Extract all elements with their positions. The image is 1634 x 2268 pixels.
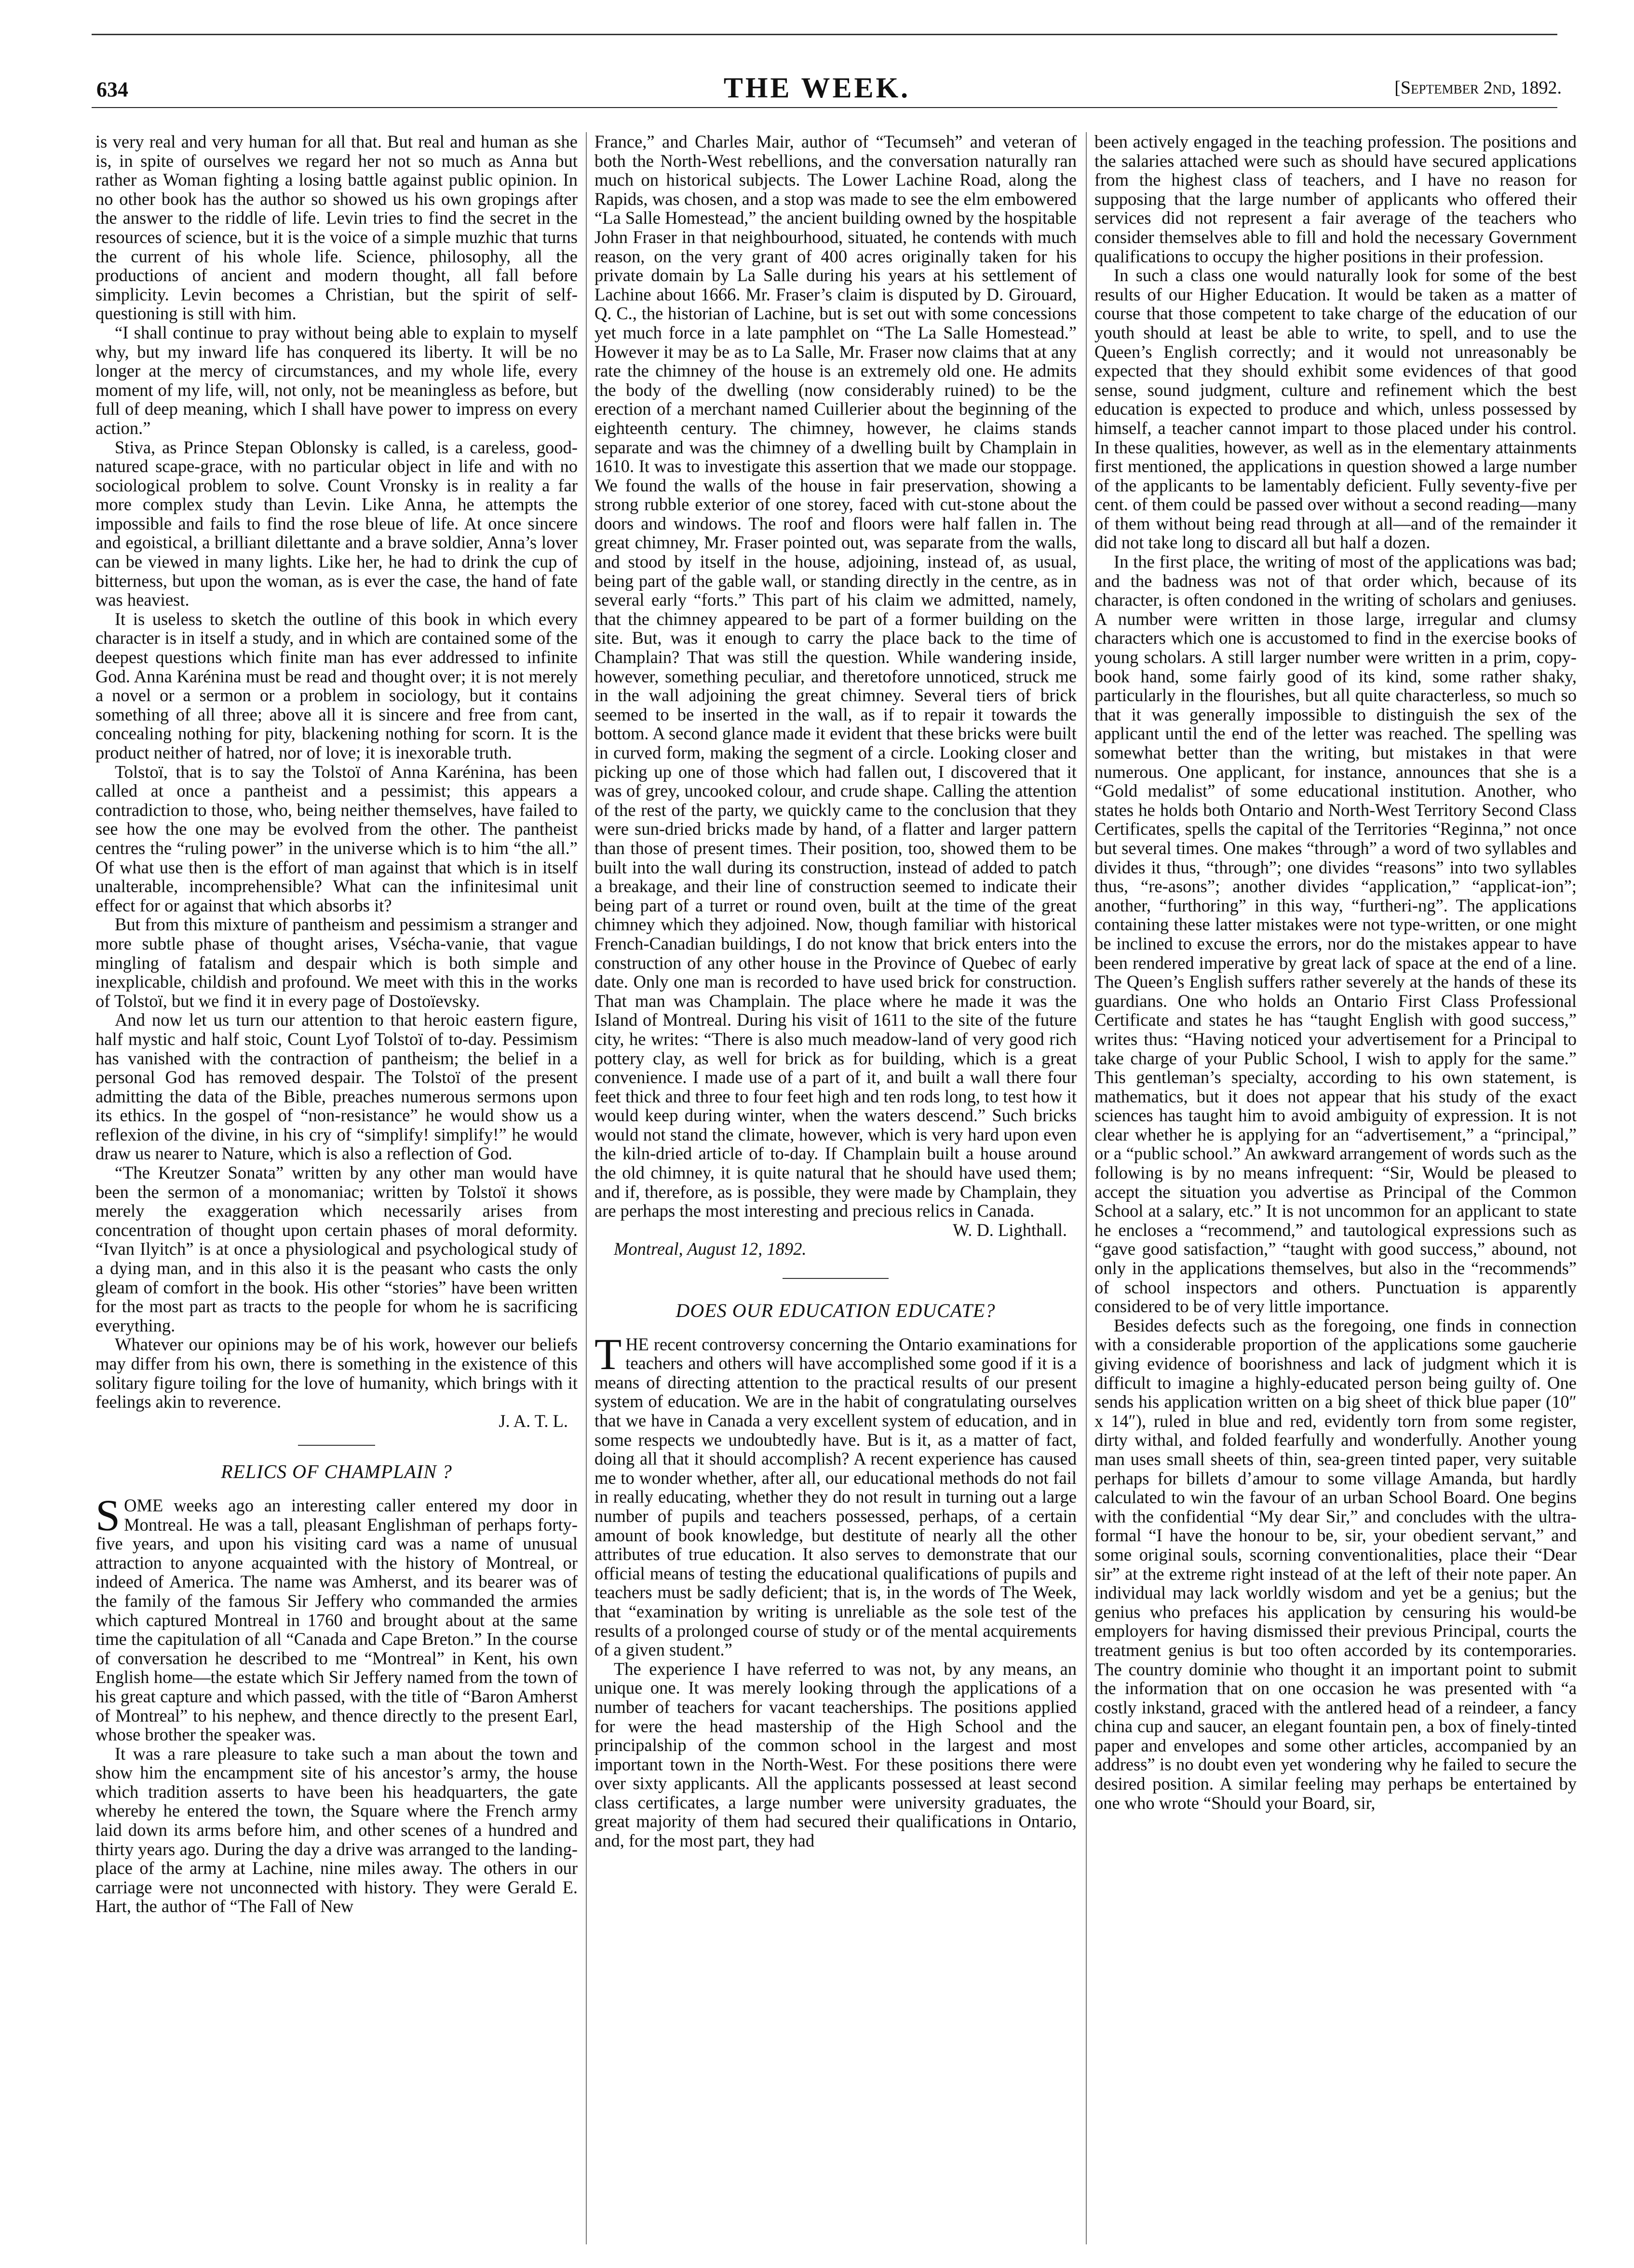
column-left	[95, 132, 578, 2249]
header-top-rule	[92, 34, 1557, 35]
lead-word: HE	[625, 1334, 649, 1354]
column-middle	[594, 132, 1077, 2249]
drop-cap: S	[95, 1490, 121, 1540]
header-bottom-rule	[92, 107, 1557, 108]
dateline: Montreal, August 12, 1892.	[614, 1239, 807, 1259]
paragraph: The experience I have referred to was not, by any means, an unique one. It was merely looking through the applications of a number of teachers for vacant teacherships. The positions applied for were the head mastership of the High School and the principalship of the common school in the largest and most important town in the North-West. For these positions there were over sixty applicants. All the applicants possessed at least second class certificates, a large number were university graduates, the great majority of them had secured their qualifications in Ontario, and, for the most part, they had	[594, 1658, 1077, 1851]
paragraph: In the first place, the writing of most of the applications was bad; and the badness was not of that order which, because of its character, is often condoned in the writing of scholars and geniuses. A number were written in those large, irregular and clumsy characters which one is accustomed to find in the exercise books of young scholars. A still larger number were written in a prim, copy-book hand, some fairly good of its kind, some rather shaky, particularly in the flourishes, but all quite characterless, so much so that it was generally impossible to distinguish the sex of the applicant until the end of the letter was reached. The spelling was somewhat better than the writing, but mistakes in that were numerous. One applicant, for instance, announces that she is a “Gold medalist” of some educational institution. Another, who states he holds both Ontario and North-West Territory Second Class Certificates, spells the capital of the Territories “Reginna,” not once but several times. One makes “through” a word of two syllables and divides it thus, “through”; one divides “reasons” into two syllables thus, “re-asons”; another divides “application,” “applicat-ion”; another, “furthoring” in this way, “furtheri-ng”. The applications containing these latter mistakes were not type-written, or one might be inclined to excuse the errors, nor do the mistakes appear to have been rendered imperative by great lack of space at the end of a line. The Queen’s English suffers rather severely at the hands of these its guardians. One who holds an Ontario First Class Professional Certificate and states he has “taught English with good success,” writes thus: “Having noticed your advertisement for a Principal to take charge of your Public School, I wish to apply for the same.” This gentleman’s specialty, according to his own statement, is mathematics, but it does not appear that his study of the exact sciences has taught him to avoid ambiguity of expression. It is not clear whether he is applying for an “advertisement,” a “principal,” or a “public school.” An awkward arrangement of words such as the following is by no means infrequent: “Sir, Would be pleased to accept the situation you advertise as Principal of the Common School at a salary, etc.” It is not uncommon for an applicant to state he encloses a “recommend,” and tautological expressions such as “gave good satisfaction,” “taught with good success,” abound, not only in the applications themselves, but also in the “recommends” of school inspectors and others. Punctuation is apparently considered to be of very little importance.	[1094, 552, 1577, 1317]
column-right	[1094, 132, 1577, 2249]
drop-cap: T	[594, 1329, 622, 1379]
paragraph-text: weeks ago an interesting caller entered my door in Montreal. He was a tall, pleasant Englishman of perhaps forty-five years, and upon his visiting card was a name of unusual attraction to anyone acquainted with the history of Montreal, or indeed of America. The name was Amherst, and its bearer was of the family of the famous Sir Jeffery who commanded the armies which captured Montreal in 1760 and brought about at the same time the capitulation of all “Canada and Cape Breton.” In the course of conversation he described to me “Montreal” in Kent, his own English home—the estate which Sir Jeffery named from the town of his great capture and which passed, with the title of “Baron Amherst of Montreal” to his nephew, and thence directly to the present Earl, whose brother the speaker was.	[95, 1495, 578, 1745]
column-divider	[586, 132, 587, 2244]
author-signature: W. D. Lighthall.	[953, 1220, 1067, 1240]
page-number: 634	[96, 78, 128, 101]
paragraph: It was a rare pleasure to take such a man about the town and show him the encampment site of his ancestor’s army, the house which tradition asserts to have been his headquarters, the gate whereby he entered the town, the Square where the French army laid down its arms before him, and other scenes of a hundred and thirty years ago. During the day a drive was arranged to the landing-place of the army at Lachine, nine miles away. The others in our carriage were not unconnected with history. They were Gerald E. Hart, the author of “The Fall of New	[95, 1743, 578, 1916]
issue-date: [September 2nd, 1892.	[1394, 78, 1562, 98]
paragraph: is very real and very human for all that. But real and human as she is, in spite of ourselves we regard her not so much as Anna but rather as Woman fighting a losing battle against public opinion. In no other book has the author so showed us his own gropings after the answer to the riddle of life. Levin tries to find the secret in the resources of science, but it is the voice of a simple muzhic that turns the current of his whole life. Science, philosophy, all the productions of ancient and modern thought, all fall before simplicity. Levin becomes a Christian, but the spirit of self-questioning is still with him.	[95, 132, 578, 324]
article-title-relics: RELICS OF CHAMPLAIN ?	[221, 1461, 452, 1483]
article-title-education: DOES OUR EDUCATION EDUCATE?	[675, 1300, 996, 1322]
paragraph: In such a class one would naturally look for some of the best results of our Higher Education. It would be taken as a matter of course that those competent to take charge of the education of our youth should at least be able to write, to spell, and to use the Queen’s English correctly; and it would not unreasonably be expected that they should exhibit some evidences of that good sense, sound judgment, culture and refinement which the best education is expected to produce and which, unless possessed by himself, a teacher cannot impart to those placed under his control. In these qualities, however, as well as in the elementary attainments first mentioned, the applications in question showed a large number of the applicants to be lamentably deficient. Fully seventy-five per cent. of them could be passed over without a second reading—many of them without being read through at all—and of the remainder it did not take long to discard all but half a dozen.	[1094, 265, 1577, 553]
paragraph: But from this mixture of pantheism and pessimism a stranger and more subtle phase of thought arises, Vsécha-vanie, that vague mingling of fatalism and despair which is both simple and inexplicable, childish and profound. We meet with this in the works of Tolstoï, but we find it in every page of Dostoïevsky.	[95, 914, 578, 1011]
author-signature: J. A. T. L.	[499, 1411, 568, 1431]
paragraph: “The Kreutzer Sonata” written by any other man would have been the sermon of a monomaniac; written by Tolstoï it shows merely the exaggeration which necessarily arises from concentration of thought upon certain phases of moral deformity. “Ivan Ilyitch” is at once a physiological and psychological study of a dying man, and in this also it is the peasant who casts the only gleam of comfort in the book. His other “stories” have been written for the most part as tracts to the people for whom he is sacrificing everything.	[95, 1163, 578, 1335]
lead-word: OME	[124, 1495, 163, 1515]
masthead-title: THE WEEK.	[723, 72, 911, 104]
paragraph: Besides defects such as the foregoing, one finds in connection with a considerable proportion of the applications some gaucherie giving evidence of boorishness and lack of judgment which it is difficult to imagine a highly-educated person being guilty of. One sends his application written on a big sheet of thick blue paper (10″ x 14″), ruled in blue and red, evidently torn from some register, dirty withal, and folded fearfully and wonderfully. Another young man uses small sheets of thin, sea-green tinted paper, very suitable perhaps for billets d’amour to some village Amanda, but hardly calculated to win the favour of an urban School Board. One begins with the confidential “My dear Sir,” and concludes with the ultra-formal “I have the honour to be, sir, your obedient servant,” and some original souls, scorning conventionalities, place their “Dear sir” at the extreme right instead of at the left of their note paper. An individual may lack worldly wisdom and yet be a genius; but the genius who prefaces his application by censuring his would-be employers for having dismissed their previous Principal, courts the treatment genius is but too often accorded by its contemporaries. The country dominie who thought it an important point to submit the information that on one occasion he was presented with “a costly inkstand, graced with the antlered head of a reindeer, a fancy china cup and saucer, an elegant fountain pen, a box of finely-tinted paper and envelopes and some other articles, accompanied by an address” is no doubt even yet wondering why he failed to secure the desired position. A similar feeling may perhaps be entertained by one who wrote “Should your Board, sir,	[1094, 1315, 1577, 1813]
section-rule	[298, 1445, 375, 1446]
paragraph	[95, 1490, 578, 1745]
paragraph: France,” and Charles Mair, author of “Tecumseh” and veteran of both the North-West rebellions, and the conversation naturally ran much on historical subjects. The Lower Lachine Road, along the Rapids, was chosen, and a stop was made to see the elm embowered “La Salle Homestead,” the ancient building owned by the hospitable John Fraser in that neighbourhood, situated, he contends with much reason, on the very grant of 400 acres originally taken for his private domain by La Salle during his years at his settlement of Lachine about 1666. Mr. Fraser’s claim is disputed by D. Girouard, Q. C., the historian of Lachine, but is set out with some concessions yet much force in a late pamphlet on “The La Salle Homestead.” However it may be as to La Salle, Mr. Fraser now claims that at any rate the chimney of the house is an extremely old one. He admits the body of the dwelling (now considerably ruined) to be the erection of a merchant named Cuillerier about the beginning of the eighteenth century. The chimney, however, he claims stands separate and was the chimney of a dwelling built by Champlain in 1610. It was to investigate this assertion that we made our stoppage. We found the walls of the house in fair preservation, showing a strong rubble exterior of one storey, faced with cut-stone about the doors and windows. The roof and floors were half fallen in. The great chimney, Mr. Fraser pointed out, was separate from the walls, and stood by itself in the house, adjoining, instead of, as usual, being part of the gable wall, or standing directly in the centre, as in several early “forts.” This part of his claim we admitted, namely, that the chimney appeared to be part of a former building on the site. But, was it enough to carry the place back to the time of Champlain? That was still the question. While wandering inside, however, something peculiar, and theretofore unnoticed, struck me in the wall adjoining the great chimney. Several tiers of brick seemed to be inserted in the wall, as if to repair it towards the bottom. A second glance made it evident that these bricks were built in curved form, making the segment of a circle. Looking closer and picking up one of those which had fallen out, I discovered that it was of grey, uncooked colour, and crude shape. Calling the attention of the rest of the party, we quickly came to the conclusion that they were sun-dried bricks made by hand, of a flatter and larger pattern than those of present times. Their position, too, showed them to be built into the wall during its construction, instead of added to patch a breakage, and their line of construction seemed to indicate their being part of a turret or round oven, built at the time of the great chimney which they adjoined. Now, though familiar with historical French-Canadian buildings, I do not know that brick enters into the construction of any other house in the Province of Quebec of early date. Only one man is recorded to have used brick for construction. That man was Champlain. The place where he made it was the Island of Montreal. During his visit of 1611 to the site of the future city, he writes: “There is also much meadow-land of very good rich pottery clay, as well for brick as for building, which is a great convenience. I made use of a part of it, and built a wall there four feet thick and three to four feet high and ten rods long, to test how it would keep during winter, when the waters descend.” Such bricks would not stand the climate, however, which is very hard upon even the kiln-dried article of to-day. If Champlain built a house around the old chimney, it is quite natural that he should have used them; and if, therefore, as is possible, they were made by Champlain, they are perhaps the most interesting and precious relics in Canada.	[594, 132, 1077, 1221]
paragraph: Whatever our opinions may be of his work, however our beliefs may differ from his own, there is something in the existence of this solitary figure toiling for the love of humanity, which brings with it feelings akin to reverence.	[95, 1334, 578, 1412]
paragraph	[594, 1329, 1077, 1660]
paragraph: It is useless to sketch the outline of this book in which every character is in itself a study, and in which are contained some of the deepest questions which finite man has ever addressed to infinite God. Anna Karénina must be read and thought over; it is not merely a novel or a sermon or a problem in sociology, but it contains something of all three; above all it is sincere and free from cant, concealing nothing for pity, blackening nothing for scorn. It is the product neither of hatred, nor of love; it is inexorable truth.	[95, 609, 578, 762]
quotation-paragraph: “I shall continue to pray without being able to explain to myself why, but my inward life has conquered its liberty. It will be no longer at the mercy of circumstances, and my whole life, every moment of my life, will, not only, not be meaningless as before, but full of deep meaning, which I shall have power to impress on every action.”	[95, 322, 578, 438]
paragraph: And now let us turn our attention to that heroic eastern figure, half mystic and half stoic, Count Lyof Tolstoï of to-day. Pessimism has vanished with the contraction of pantheism; the belief in a personal God has removed despair. The Tolstoï of the present admitting the data of the Bible, preaches numerous sermons upon its ethics. In the gospel of “non-resistance” he would show us a reflexion of the divine, in his cry of “simplify! simplify!” he would draw us nearer to Nature, which is also a reflection of God.	[95, 1010, 578, 1164]
paragraph-text: recent controversy concerning the Ontario examinations for teachers and others will have accomplished some good if it is a means of directing attention to the practical results of our present system of education. We are in the habit of congratulating ourselves that we have in Canada a very excellent system of education, and in some respects we undoubtedly have. But is it, as a matter of fact, doing all that it should accomplish? A recent experience has caused me to wonder whether, after all, our educational methods do not fail in really educating, whether they do not result in turning out a large number of pupils and teachers possessed, perhaps, of a certain amount of book knowledge, but destitute of nearly all the other attributes of true education. It also serves to demonstrate that our official means of testing the educational qualifications of pupils and teachers must be sadly deficient; that is, in the words of The Week, that “examination by writing is unreliable as the sole test of the results of a prolonged course of study or of the mental acquirements of a given student.”	[594, 1334, 1077, 1660]
column-divider	[1086, 132, 1087, 2244]
paragraph: been actively engaged in the teaching profession. The positions and the salaries attached were such as should have secured applications from the highest class of teachers, and I have no reason for supposing that the large number of applicants who offered their services did not represent a fair average of the teachers who consider themselves able to fill and hold the necessary Government qualifications to occupy the higher positions in their profession.	[1094, 132, 1577, 266]
paragraph: Stiva, as Prince Stepan Oblonsky is called, is a careless, good-natured scape-grace, with no particular object in life and with no sociological problem to solve. Count Vronsky is in reality a far more complex study than Levin. Like Anna, he attempts the impossible and fails to find the rose bleue of life. At once sincere and egoistical, a brilliant dilettante and a brave soldier, Anna’s lover can be viewed in many lights. Like her, he had to drink the cup of bitterness, but upon the woman, as is ever the case, the hand of fate was heaviest.	[95, 437, 578, 610]
paragraph: Tolstoï, that is to say the Tolstoï of Anna Karénina, has been called at once a pantheist and a pessimist; this appears a contradiction to those, who, being neither themselves, have failed to see how the one may be evolved from the other. The pantheist centres the “ruling power” in the universe which is to him “the all.” Of what use then is the effort of man against that which is in itself unalterable, incomprehensible? What can the infinitesimal unit effect for or against that which absorbs it?	[95, 761, 578, 915]
section-rule	[783, 1278, 889, 1279]
